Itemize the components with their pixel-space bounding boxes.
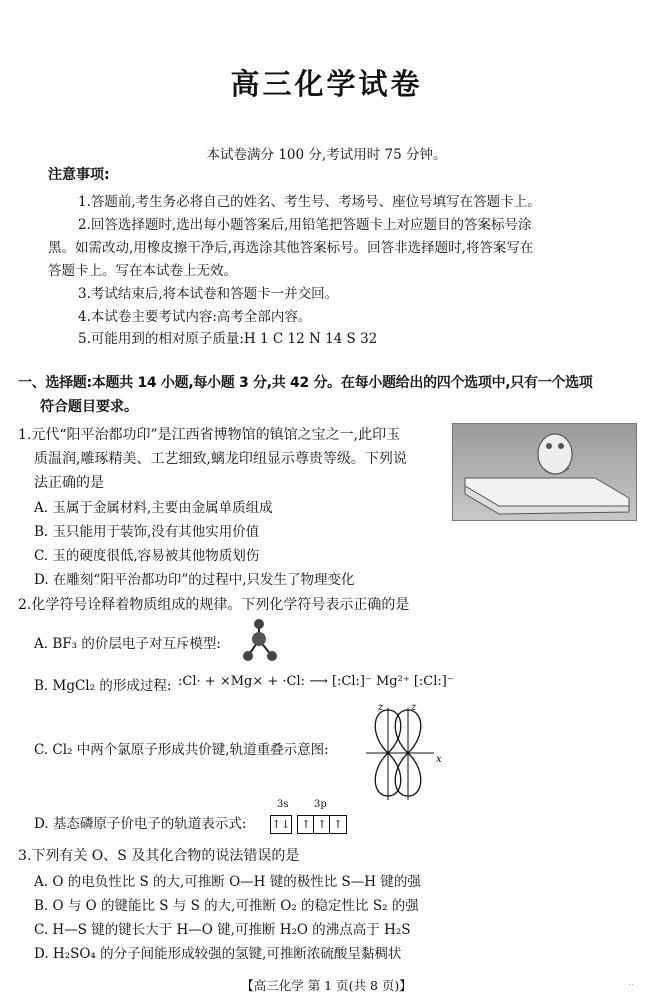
q3-option-a: A. O 的电负性比 S 的大,可推断 O—H 键的极性比 S—H 键的强 bbox=[34, 874, 421, 890]
notice-line-5: 3.考试结束后,将本试卷和答题卡一并交回。 bbox=[78, 286, 339, 302]
orbital-box-3p-1: ↑ bbox=[297, 815, 315, 834]
cl-atom-right: ·Cl: bbox=[282, 674, 306, 689]
q3-option-d: D. H₂SO₄ 的分子间能形成较强的氢键,可推断浓硫酸呈黏稠状 bbox=[34, 946, 402, 962]
z-axis-label-1: z bbox=[378, 702, 384, 713]
q3-option-c: C. H—S 键的键长大于 H—O 键,可推断 H₂O 的沸点高于 H₂S bbox=[34, 922, 411, 938]
chloride-ion-left: [:Cl:]⁻ bbox=[331, 674, 372, 689]
orbital-box-3p-3: ↑ bbox=[329, 815, 347, 834]
notice-line-3: 黑。如需改动,用橡皮擦干净后,再选涂其他答案标号。回答非选择题时,将答案写在 bbox=[48, 240, 534, 256]
page-title: 高三化学试卷 bbox=[230, 67, 423, 101]
mg-atom: ×Mg× bbox=[219, 674, 264, 689]
q3-stem: 3.下列有关 O、S 及其化合物的说法错误的是 bbox=[18, 848, 300, 864]
orbital-overlap-diagram bbox=[358, 700, 448, 804]
q2-option-d: D. 基态磷原子价电子的轨道表示式: bbox=[34, 816, 247, 832]
notice-line-4: 答题卡上。写在本试卷上无效。 bbox=[48, 263, 237, 279]
cl-atom-left: :Cl· bbox=[178, 674, 201, 689]
notice-line-6: 4.本试卷主要考试内容:高考全部内容。 bbox=[78, 309, 312, 325]
q1-stem-2: 质温润,雕琢精美、工艺细致,螭龙印纽显示尊贵等级。下列说 bbox=[34, 451, 407, 467]
q3-option-b: B. O 与 O 的键能比 S 与 S 的大,可推断 O₂ 的稳定性比 S₂ 的强 bbox=[34, 898, 419, 914]
q2-option-c: C. Cl₂ 中两个氯原子形成共价键,轨道重叠示意图: bbox=[34, 742, 329, 758]
q1-option-a: A. 玉属于金属材料,主要由金属单质组成 bbox=[34, 500, 273, 516]
q1-option-d: D. 在雕刻“阳平治都功印”的过程中,只发生了物理变化 bbox=[34, 572, 355, 588]
vsepr-model-diagram bbox=[240, 618, 280, 662]
orbital-box-3p-2: ↑ bbox=[313, 815, 331, 834]
q2-option-a: A. BF₃ 的价层电子对互斥模型: bbox=[34, 636, 221, 652]
notice-heading: 注意事项: bbox=[48, 167, 110, 183]
x-axis-label: x bbox=[436, 754, 442, 765]
notice-line-1: 1.答题前,考生务必将自己的姓名、考生号、考场号、座位号填写在答题卡上。 bbox=[78, 194, 541, 210]
page-footer: 【高三化学 第 1 页(共 8 页)】 bbox=[241, 978, 412, 993]
chloride-ion-right: [:Cl:]⁻ bbox=[413, 674, 454, 689]
q1-stem-1: 1.元代“阳平治都功印”是江西省博物馆的镇馆之宝之一,此印玉 bbox=[18, 427, 401, 443]
corner-mark: .. bbox=[628, 978, 634, 988]
arrow: ⟶ bbox=[309, 674, 328, 689]
orbital-boxes bbox=[270, 815, 350, 832]
q1-option-c: C. 玉的硬度很低,容易被其他物质划伤 bbox=[34, 548, 260, 564]
notice-line-7: 5.可能用到的相对原子质量:H 1 C 12 N 14 S 32 bbox=[78, 331, 378, 347]
q2-stem: 2.化学符号诠释着物质组成的规律。下列化学符号表示正确的是 bbox=[18, 597, 410, 613]
exam-info: 本试卷满分 100 分,考试用时 75 分钟。 bbox=[206, 147, 447, 163]
notice-line-2: 2.回答选择题时,选出每小题答案后,用铅笔把答题卡上对应题目的答案标号涂 bbox=[78, 217, 532, 233]
z-axis-label-2: z bbox=[411, 702, 417, 713]
section-heading-cont: 符合题目要求。 bbox=[40, 399, 138, 415]
mgcl2-formation-process bbox=[178, 674, 454, 689]
q1-option-b: B. 玉只能用于装饰,没有其他实用价值 bbox=[34, 524, 260, 540]
plus-sign: + bbox=[267, 674, 279, 689]
orbital-label-3p: 3p bbox=[314, 799, 327, 810]
orbital-label-3s: 3s bbox=[277, 799, 289, 810]
q1-stem-3: 法正确的是 bbox=[34, 475, 104, 491]
q2-option-b: B. MgCl₂ 的形成过程: bbox=[34, 678, 172, 694]
plus-sign: + bbox=[204, 674, 216, 689]
section-heading: 一、选择题:本题共 14 小题,每小题 3 分,共 42 分。在每小题给出的四个选项中,只有一个选项 bbox=[18, 375, 593, 391]
jade-seal-photo bbox=[452, 423, 637, 521]
magnesium-ion: Mg²⁺ bbox=[375, 674, 410, 689]
orbital-box-3s: ↑↓ bbox=[270, 815, 292, 834]
